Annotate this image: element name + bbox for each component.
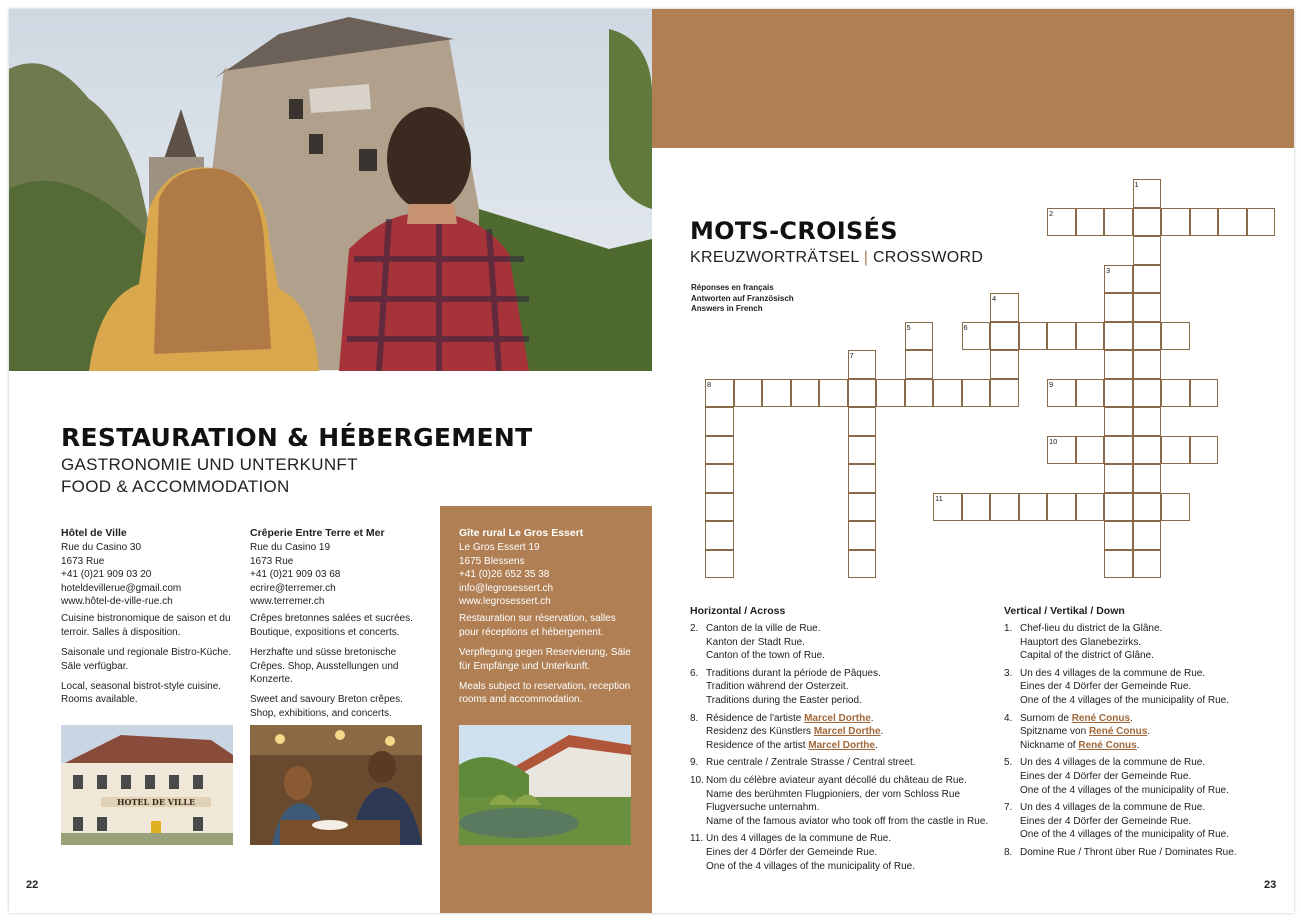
venue-address — [61, 541, 239, 608]
address-line: 1673 Rue — [250, 555, 294, 567]
phone: +41 (0)26 652 35 38 — [459, 569, 550, 581]
crossword-cell[interactable] — [1161, 379, 1190, 408]
clue-line: Surnom de René Conus. — [1020, 712, 1133, 724]
crossword-clue-number: 5 — [906, 322, 911, 332]
clue-item — [690, 832, 990, 873]
clue-line: Un des 4 villages de la commune de Rue. — [1020, 757, 1206, 769]
website-link[interactable]: www.hôtel-de-ville-rue.ch — [61, 596, 173, 608]
clue-line: Capital of the district of Glâne. — [1020, 650, 1154, 662]
clue-line: Domine Rue / Thront über Rue / Dominates Rue. — [1020, 846, 1237, 858]
crossword-cell[interactable] — [990, 322, 1019, 351]
clue-line: Tradition während der Osterzeit. — [706, 681, 849, 693]
clue-line: Canton of the town of Rue. — [706, 650, 825, 662]
crossword-cell[interactable] — [905, 379, 934, 408]
desc-de: Herzhafte und süsse bretonische Crêpes. Shop, Ausstellungen und Konzerte. — [250, 647, 399, 686]
clue-text — [706, 622, 825, 663]
crossword-cell[interactable] — [1133, 550, 1162, 579]
desc-de: Saisonale und regionale Bistro-Küche. Säle verfügbar. — [61, 647, 232, 672]
horizontal-clues — [690, 622, 990, 877]
crossword-cell[interactable] — [1104, 379, 1133, 408]
crossword-clue-number: 6 — [963, 322, 968, 332]
crossword-cell[interactable] — [1104, 464, 1133, 493]
crossword-cell[interactable] — [1190, 208, 1219, 237]
crossword-cell[interactable] — [1076, 379, 1105, 408]
highlighted-name: Marcel Dorthe — [804, 712, 871, 724]
clue-line: Un des 4 villages de la commune de Rue. — [706, 833, 892, 845]
crossword-cell[interactable] — [1133, 265, 1162, 294]
crossword-clue-number: 4 — [992, 294, 997, 303]
address-line: Le Gros Essert 19 — [459, 542, 540, 554]
crossword-cell[interactable] — [1133, 379, 1162, 408]
crossword-cell[interactable] — [990, 493, 1019, 522]
crossword-cell[interactable] — [1104, 350, 1133, 379]
crossword-clue-number: 1 — [1134, 180, 1139, 189]
page-number-left: 22 — [26, 879, 39, 891]
crossword-title: MOTS-CROISÉS — [690, 217, 898, 245]
clue-line: Eines der 4 Dörfer der Gemeinde Rue. — [1020, 681, 1192, 693]
venue-name: Hôtel de Ville — [61, 527, 127, 539]
photo-creperie-interior — [250, 725, 422, 845]
crossword-cell[interactable] — [848, 379, 877, 408]
crossword-cell[interactable] — [848, 436, 877, 465]
clue-text — [1020, 622, 1162, 663]
crossword-clue-number: 10 — [1049, 436, 1058, 446]
crossword-cell[interactable] — [1218, 208, 1247, 237]
clue-text — [1020, 801, 1229, 842]
horizontal-clues-title: Horizontal / Across — [690, 605, 786, 617]
crossword-clue-number: 8 — [707, 379, 712, 389]
clue-item — [690, 622, 990, 663]
clue-item — [690, 712, 990, 753]
subtitle-separator: | — [863, 249, 869, 266]
highlighted-name: René Conus — [1078, 739, 1137, 751]
crossword-clue-number: 11 — [935, 493, 943, 503]
clue-line: Résidence de l'artiste Marcel Dorthe. — [706, 712, 874, 724]
address-line: 1675 Blessens — [459, 555, 525, 567]
venue-gite-rural — [459, 527, 637, 714]
clue-line: One of the 4 villages of the municipality of Rue. — [706, 860, 916, 872]
clue-text — [1020, 756, 1229, 797]
highlighted-name: René Conus — [1071, 712, 1131, 724]
clue-item — [1004, 712, 1284, 753]
crossword-cell[interactable] — [848, 493, 877, 522]
clue-number: 4. — [1004, 712, 1013, 724]
crossword-cell[interactable] — [1161, 322, 1190, 351]
crossword-cell[interactable] — [1104, 208, 1133, 237]
subtitle-en: CROSSWORD — [872, 249, 984, 266]
clue-line: Nom du célèbre aviateur ayant décollé du château de Rue. — [706, 774, 967, 786]
crossword-cell[interactable] — [1161, 436, 1190, 465]
clue-number: 9. — [690, 757, 699, 769]
vertical-clues — [1004, 622, 1284, 864]
crossword-cell[interactable] — [962, 379, 991, 408]
clue-text — [706, 712, 883, 753]
clue-item — [1004, 756, 1284, 797]
venue-name: Gîte rural Le Gros Essert — [459, 527, 584, 539]
left-page-subtitle-en: FOOD & ACCOMMODATION — [61, 477, 290, 496]
clue-item — [1004, 667, 1284, 708]
website-link[interactable]: www.terremer.ch — [250, 596, 325, 608]
crossword-cell[interactable] — [962, 493, 991, 522]
venue-address — [459, 541, 637, 608]
clue-number: 5. — [1004, 757, 1013, 769]
right-page — [652, 9, 1294, 913]
clue-line: Nickname of René Conus. — [1020, 739, 1140, 751]
email-link[interactable]: hoteldevillerue@gmail.com — [61, 582, 182, 594]
clue-text — [706, 832, 915, 873]
crossword-cell[interactable] — [1247, 208, 1276, 237]
highlighted-name: Marcel Dorthe — [808, 739, 875, 751]
clue-line: Un des 4 villages de la commune de Rue. — [1020, 802, 1206, 814]
crossword-cell[interactable] — [1047, 322, 1076, 351]
desc-en: Meals subject to reservation, reception rooms and accommodation. — [459, 681, 631, 706]
crossword-cell[interactable] — [705, 464, 734, 493]
crossword-cell[interactable] — [1161, 493, 1190, 522]
clue-line: Rue centrale / Zentrale Strasse / Central street. — [706, 757, 916, 769]
clue-line: Name des berühmten Flugpioniers, der vom Schloss Rue — [706, 788, 961, 800]
left-page-subtitle-de: GASTRONOMIE UND UNTERKUNFT — [61, 455, 358, 474]
crossword-cell[interactable] — [1076, 436, 1105, 465]
clue-text — [706, 774, 988, 828]
clue-text — [1020, 846, 1237, 860]
crossword-cell[interactable] — [848, 521, 877, 550]
subtitle-de: KREUZWORTRÄTSEL — [690, 249, 859, 266]
page-number-right: 23 — [1264, 879, 1277, 891]
clue-line: Chef-lieu du district de la Glâne. — [1020, 623, 1163, 634]
crossword-clue-number: 3 — [1106, 265, 1111, 275]
crossword-cell[interactable] — [848, 407, 877, 436]
photo-hotel-de-ville — [61, 725, 233, 845]
venue-creperie — [250, 527, 428, 727]
phone: +41 (0)21 909 03 20 — [61, 569, 152, 581]
crossword-cell[interactable] — [990, 350, 1019, 379]
address-line: 1673 Rue — [61, 555, 105, 567]
crossword-cell[interactable] — [1133, 464, 1162, 493]
venue-hotel-de-ville — [61, 527, 239, 714]
crossword-cell[interactable] — [1076, 493, 1105, 522]
clue-line: Traditions during the Easter period. — [706, 694, 862, 706]
crossword-cell[interactable] — [1133, 322, 1162, 351]
crossword-cell[interactable] — [1019, 493, 1048, 522]
crossword-cell[interactable] — [705, 493, 734, 522]
clue-text — [706, 667, 881, 708]
clue-line: Traditions durant la période de Pâques. — [706, 667, 881, 679]
crossword-cell[interactable] — [848, 464, 877, 493]
crossword-cell[interactable] — [705, 407, 734, 436]
desc-fr: Restauration sur réservation, salles pour réceptions et hébergement. — [459, 613, 616, 638]
clue-line: Eines der 4 Dörfer der Gemeinde Rue. — [1020, 815, 1192, 827]
crossword-cell[interactable] — [990, 379, 1019, 408]
brochure-spread — [9, 9, 1294, 913]
clue-line: Hauptort des Glanebezirks. — [1020, 636, 1142, 648]
clue-line: Eines der 4 Dörfer der Gemeinde Rue. — [706, 846, 878, 858]
clue-text — [1020, 667, 1229, 708]
crossword-cell[interactable] — [1190, 436, 1219, 465]
crossword-cell[interactable] — [705, 550, 734, 579]
venue-name: Crêperie Entre Terre et Mer — [250, 527, 385, 539]
crossword-clue-number: 2 — [1049, 208, 1054, 218]
clue-item — [1004, 622, 1284, 663]
hotel-sign-text: HOTEL DE VILLE — [116, 797, 196, 807]
crossword-cell[interactable] — [1076, 322, 1105, 351]
crossword-cell[interactable] — [819, 379, 848, 408]
clue-line: One of the 4 villages of the municipality of Rue. — [1020, 694, 1230, 706]
hint-en: Answers in French — [691, 304, 763, 313]
crossword-cell[interactable] — [1133, 493, 1162, 522]
crossword-cell[interactable] — [1104, 550, 1133, 579]
email-link[interactable]: ecrire@terremer.ch — [250, 582, 336, 594]
highlighted-name: René Conus — [1088, 726, 1148, 738]
clue-line: Eines der 4 Dörfer der Gemeinde Rue. — [1020, 770, 1192, 782]
crossword-cell[interactable] — [1104, 407, 1133, 436]
clue-line: Name of the famous aviator who took off from the castle in Rue. — [706, 815, 989, 827]
clue-line: Flugversuche unternahm. — [706, 802, 820, 814]
crossword-cell[interactable] — [1104, 293, 1133, 322]
left-page — [9, 9, 652, 913]
clue-number: 7. — [1004, 802, 1013, 814]
clue-line: Residenz des Künstlers Marcel Dorthe. — [706, 726, 884, 738]
desc-en: Sweet and savoury Breton crêpes. Shop, exhibitions, and concerts. — [250, 694, 403, 719]
crossword-cell[interactable] — [848, 550, 877, 579]
clue-item — [690, 667, 990, 708]
clue-line: Spitzname von René Conus. — [1020, 726, 1151, 738]
clue-number: 8. — [690, 712, 699, 724]
crossword-clue-number: 9 — [1049, 379, 1054, 389]
clue-number: 8. — [1004, 846, 1013, 858]
crossword-cell[interactable] — [734, 379, 763, 408]
crossword-cell[interactable] — [1133, 208, 1162, 237]
crossword-cell[interactable] — [1047, 493, 1076, 522]
crossword-cell[interactable] — [1133, 407, 1162, 436]
crossword-cell[interactable] — [1104, 436, 1133, 465]
crossword-cell[interactable] — [1019, 322, 1048, 351]
clue-item — [1004, 846, 1284, 860]
highlighted-name: Marcel Dorthe — [813, 726, 881, 738]
crossword-cell[interactable] — [905, 350, 934, 379]
email-link[interactable]: info@legrosessert.ch — [459, 582, 554, 594]
desc-de: Verpflegung gegen Reservierung, Säle für Empfänge und Unterkunft. — [459, 647, 631, 672]
clue-number: 3. — [1004, 667, 1013, 679]
crossword-cell[interactable] — [1133, 293, 1162, 322]
clue-line: One of the 4 villages of the municipality of Rue. — [1020, 784, 1230, 796]
clue-line: Residence of the artist Marcel Dorthe. — [706, 739, 878, 751]
phone: +41 (0)21 909 03 68 — [250, 569, 341, 581]
crossword-cell[interactable] — [933, 379, 962, 408]
address-line: Rue du Casino 30 — [61, 542, 142, 554]
desc-fr: Cuisine bistronomique de saison et du terroir. Salles à disposition. — [61, 613, 231, 638]
crossword-cell[interactable] — [1133, 236, 1162, 265]
desc-en: Local, seasonal bistrot-style cuisine. Rooms available. — [61, 681, 222, 706]
clue-line: Un des 4 villages de la commune de Rue. — [1020, 667, 1206, 679]
hero-photo-castle-couple — [9, 9, 652, 371]
clue-line: One of the 4 villages of the municipality of Rue. — [1020, 829, 1230, 841]
crossword-cell[interactable] — [1104, 521, 1133, 550]
clue-line: Canton de la ville de Rue. — [706, 623, 821, 634]
crossword-cell[interactable] — [791, 379, 820, 408]
website-link[interactable]: www.legrosessert.ch — [459, 596, 551, 608]
clue-item — [690, 774, 990, 828]
address-line: Rue du Casino 19 — [250, 542, 331, 554]
clue-number: 1. — [1004, 623, 1013, 634]
crossword-clue-number: 7 — [849, 351, 854, 360]
venue-address — [250, 541, 428, 608]
crossword-cell[interactable] — [1104, 493, 1133, 522]
crossword-cell[interactable] — [876, 379, 905, 408]
crossword-cell[interactable] — [1133, 521, 1162, 550]
clue-item — [690, 756, 990, 770]
clue-number: 2. — [690, 623, 699, 634]
clue-item — [1004, 801, 1284, 842]
clue-number: 10. — [690, 774, 704, 786]
clue-number: 6. — [690, 667, 699, 679]
crossword-cell[interactable] — [1133, 350, 1162, 379]
desc-fr: Crêpes bretonnes salées et sucrées. Boutique, expositions et concerts. — [250, 613, 413, 638]
crossword-cell[interactable] — [1076, 208, 1105, 237]
hint-de: Antworten auf Französisch — [691, 293, 794, 303]
clue-text — [706, 756, 916, 770]
crossword-cell[interactable] — [1133, 436, 1162, 465]
crossword-cell[interactable] — [1190, 379, 1219, 408]
crossword-cell[interactable] — [705, 436, 734, 465]
clue-number: 11. — [690, 833, 704, 845]
hint-fr: Réponses en français — [691, 283, 774, 292]
crossword-cell[interactable] — [1161, 208, 1190, 237]
clue-text — [1020, 712, 1150, 753]
vertical-clues-title: Vertical / Vertikal / Down — [1004, 605, 1125, 617]
clue-line: Kanton der Stadt Rue. — [706, 636, 805, 648]
crossword-cell[interactable] — [1104, 322, 1133, 351]
crossword-cell[interactable] — [762, 379, 791, 408]
photo-gite-rural — [459, 725, 631, 845]
left-page-title: RESTAURATION & HÉBERGEMENT — [61, 423, 533, 452]
crossword-cell[interactable] — [705, 521, 734, 550]
